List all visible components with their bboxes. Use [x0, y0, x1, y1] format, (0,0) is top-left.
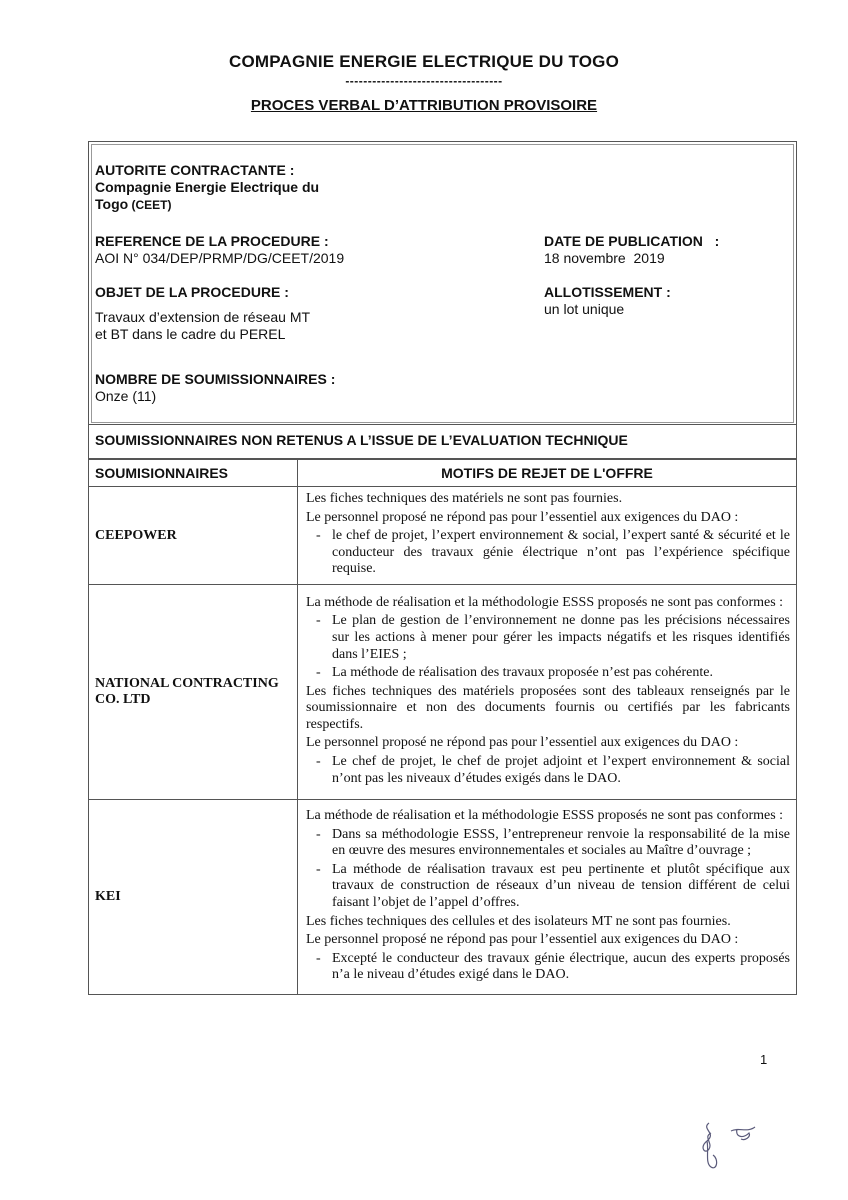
- autorite-label: AUTORITE CONTRACTANTE :: [95, 162, 295, 178]
- reason-bullet: - Le chef de projet, le chef de projet adjoint et l’expert environnement & social n’ont pas les niveaux d’études exigés dans le DAO.: [316, 754, 790, 787]
- objet-label: OBJET DE LA PROCEDURE :: [95, 284, 289, 300]
- autorite-line1: Compagnie Energie Electrique du: [95, 179, 320, 195]
- date-label: DATE DE PUBLICATION :: [544, 233, 720, 249]
- autorite-line2: [95, 196, 319, 214]
- rejection-table: [88, 459, 797, 995]
- reason-text: Les fiches techniques des matériels proposées sont des tableaux renseignés par le soumissionnaire et non des documents fournis ou certifiés par les fabricants respectifs.: [306, 683, 790, 732]
- rejection-reasons: [298, 585, 797, 800]
- nombre-block: [95, 371, 335, 405]
- subtitle-text: PROCES VERBAL D’ATTRIBUTION PROVISOIRE: [250, 97, 598, 114]
- rejection-reasons: [298, 487, 797, 585]
- allotissement-block: [544, 284, 671, 318]
- company-title: COMPAGNIE ENERGIE ELECTRIQUE DU TOGO: [228, 52, 620, 71]
- reason-text: La méthode de réalisation et la méthodologie ESSS proposés ne sont pas conformes :: [306, 594, 784, 610]
- col-motifs: MOTIFS DE REJET DE L'OFFRE: [298, 460, 797, 487]
- reason-text: Les fiches techniques des cellules et des isolateurs MT ne sont pas fournies.: [306, 913, 731, 929]
- rejection-reasons: [298, 800, 797, 995]
- col-soumissionnaires: SOUMISIONNAIRES: [89, 460, 298, 487]
- table-row: [89, 487, 797, 585]
- autorite-block: [95, 162, 319, 214]
- reason-text: Le personnel proposé ne répond pas pour l’essentiel aux exigences du DAO :: [306, 735, 739, 751]
- table-row: [89, 800, 797, 995]
- date-value: 18 novembre 2019: [544, 250, 665, 266]
- allotissement-label: ALLOTISSEMENT :: [544, 284, 671, 300]
- page-number: 1: [760, 1052, 768, 1067]
- date-block: [544, 233, 744, 267]
- reason-bullet: - La méthode de réalisation des travaux proposée n’est pas cohérente.: [316, 665, 790, 682]
- reference-block: [95, 233, 344, 267]
- table-header-row: [89, 460, 797, 487]
- reason-text: Le personnel proposé ne répond pas pour l’essentiel aux exigences du DAO :: [306, 932, 739, 948]
- document-subtitle: [0, 97, 848, 114]
- allotissement-value: un lot unique: [544, 301, 625, 317]
- bidder-name-line2: CO. LTD: [95, 692, 151, 707]
- table-row: [89, 585, 797, 800]
- reason-text: Les fiches techniques des matériels ne sont pas fournies.: [306, 491, 623, 507]
- reference-label: REFERENCE DE LA PROCEDURE :: [95, 233, 329, 249]
- objet-block: [95, 284, 310, 343]
- bidder-name-line1: NATIONAL CONTRACTING: [95, 676, 279, 691]
- objet-line2: et BT dans le cadre du PEREL: [95, 326, 286, 342]
- reason-text: Le personnel proposé ne répond pas pour l’essentiel aux exigences du DAO :: [306, 509, 739, 525]
- bidder-name: KEI: [89, 800, 298, 995]
- objet-line1: Travaux d’extension de réseau MT: [95, 309, 311, 325]
- bidder-name: CEEPOWER: [89, 487, 298, 585]
- nombre-label: NOMBRE DE SOUMISSIONNAIRES :: [95, 371, 336, 387]
- section-title: SOUMISSIONNAIRES NON RETENUS A L’ISSUE DE L’EVALUATION TECHNIQUE: [88, 425, 797, 459]
- bidder-name: [89, 585, 298, 800]
- reason-bullet: - le chef de projet, l’expert environnement & social, l’expert santé & sécurité et le conducteur des travaux génie électrique n’ont pas l’expérience spécifique requise.: [316, 528, 790, 578]
- reason-text: La méthode de réalisation et la méthodologie ESSS proposés ne sont pas conformes :: [306, 808, 784, 824]
- signature-initials: [695, 1115, 765, 1175]
- autorite-ceet: (CEET): [128, 198, 172, 212]
- reason-bullet: - Excepté le conducteur des travaux génie électrique, aucun des experts proposés n’a le niveau d’études exigé dans le DAO.: [316, 951, 790, 984]
- nombre-value: Onze (11): [95, 388, 157, 404]
- reason-bullet: - Le plan de gestion de l’environnement ne donne pas les précisions nécessaires sur les actions à mener pour gérer les impacts négatifs et les risques identifiés dans l’EIES ;: [316, 613, 790, 663]
- reference-value: AOI N° 034/DEP/PRMP/DG/CEET/2019: [95, 250, 345, 266]
- reason-bullet: - La méthode de réalisation travaux est peu pertinente et plutôt spécifique aux travaux de construction de réseaux d’un niveau de tension différent de celui faisant l’objet de l’appel d’offres.: [316, 862, 790, 912]
- autorite-togo: Togo: [95, 196, 129, 212]
- title-separator: -----------------------------------: [345, 74, 503, 88]
- reason-bullet: - Dans sa méthodologie ESSS, l’entrepreneur renvoie la responsabilité de la mise en œuvre des mesures environnementales et sociales au Maître d’ouvrage ;: [316, 827, 790, 860]
